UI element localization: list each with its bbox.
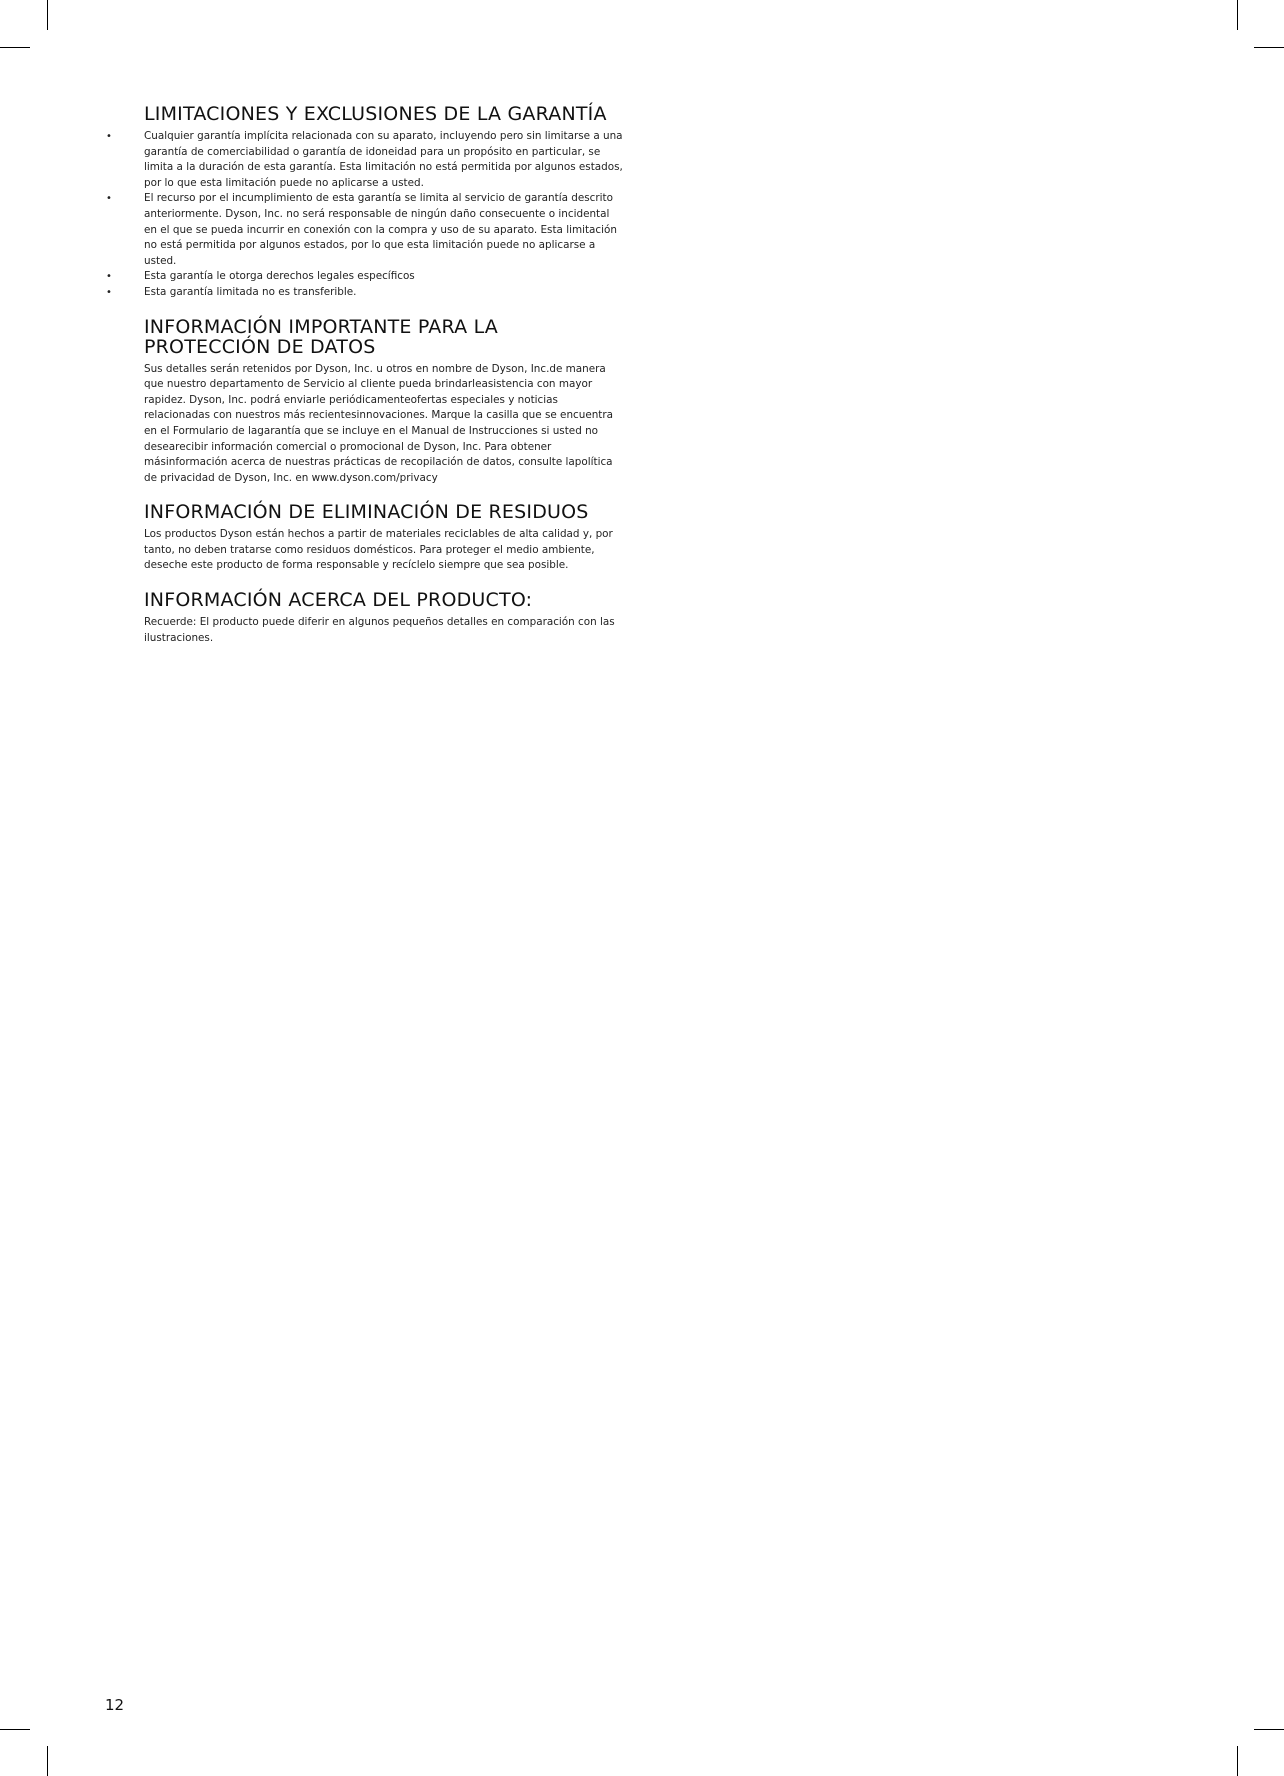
product-info-heading: INFORMACIÓN ACERCA DEL PRODUCTO: xyxy=(144,589,533,612)
product-info-section xyxy=(144,590,624,646)
page-number: 12 xyxy=(105,1696,125,1714)
crop-mark-top-left-horizontal xyxy=(0,47,30,48)
crop-mark-bottom-left-vertical xyxy=(47,1746,48,1776)
waste-disposal-body: Los productos Dyson están hechos a partir de materiales reciclables de alta calidad y, por tanto, no deben tratarse como residuos domésticos. Para proteger el medio ambiente, deseche este producto de forma responsable y recíclelo siempre que sea posible. xyxy=(144,528,613,572)
crop-mark-top-right-horizontal xyxy=(1254,47,1284,48)
data-protection-heading-line1: INFORMACIÓN IMPORTANTE PARA LA xyxy=(144,315,498,338)
data-protection-section xyxy=(144,317,624,487)
page-content xyxy=(144,104,624,662)
list-item: • El recurso por el incumplimiento de esta garantía se limita al servicio de garantía descrito anteriormente. Dyson, Inc. no será responsable de ningún daño consecuente o incidental en el que se pueda incurrir en conexión con la compra y uso de su aparato. Esta limitación no está permitida por algunos estados, por lo que esta limitación puede no aplicarse a usted. xyxy=(144,191,624,269)
crop-mark-bottom-left-horizontal xyxy=(0,1729,30,1730)
crop-mark-top-right-vertical xyxy=(1237,0,1238,30)
data-protection-heading xyxy=(144,317,624,357)
data-protection-heading-line2: PROTECCIÓN DE DATOS xyxy=(144,335,376,358)
waste-disposal-section xyxy=(144,502,624,574)
warranty-limits-list xyxy=(144,129,624,301)
waste-disposal-heading: INFORMACIÓN DE ELIMINACIÓN DE RESIDUOS xyxy=(144,501,589,524)
data-protection-body: Sus detalles serán retenidos por Dyson, Inc. u otros en nombre de Dyson, Inc.de manera que nuestro departamento de Servicio al cliente pueda brindarleasistencia con mayor rapidez. Dyson, Inc. podrá enviarle periódicamenteofertas especiales y noticias relacionadas con nuestros más recientesinnovaciones. Marque la casilla que se encuentra en el Formulario de lagarantía que se incluye en el Manual de Instrucciones si usted no desearecibir información comercial o promocional de Dyson, Inc. Para obtener másinformación acerca de nuestras prácticas de recopilación de datos, consulte lapolítica de privacidad de Dyson, Inc. en www.dyson.com/privacy xyxy=(144,362,614,484)
warranty-limits-heading: LIMITACIONES Y EXCLUSIONES DE LA GARANTÍA xyxy=(144,103,607,125)
list-item: • Cualquier garantía implícita relacionada con su aparato, incluyendo pero sin limitarse a una garantía de comerciabilidad o garantía de idoneidad para un propósito en particular, se limita a la duración de esta garantía. Esta limitación no está permitida por algunos estados, por lo que esta limitación puede no aplicarse a usted. xyxy=(144,129,624,191)
crop-mark-bottom-right-vertical xyxy=(1237,1746,1238,1776)
list-item: • Esta garantía le otorga derechos legales específicos xyxy=(144,269,624,285)
crop-mark-bottom-right-horizontal xyxy=(1254,1729,1284,1730)
product-info-body: Recuerde: El producto puede diferir en algunos pequeños detalles en comparación con las ilustraciones. xyxy=(144,616,615,644)
list-item: • Esta garantía limitada no es transferible. xyxy=(144,285,624,301)
crop-mark-top-left-vertical xyxy=(47,0,48,30)
warranty-limits-section xyxy=(144,104,624,301)
